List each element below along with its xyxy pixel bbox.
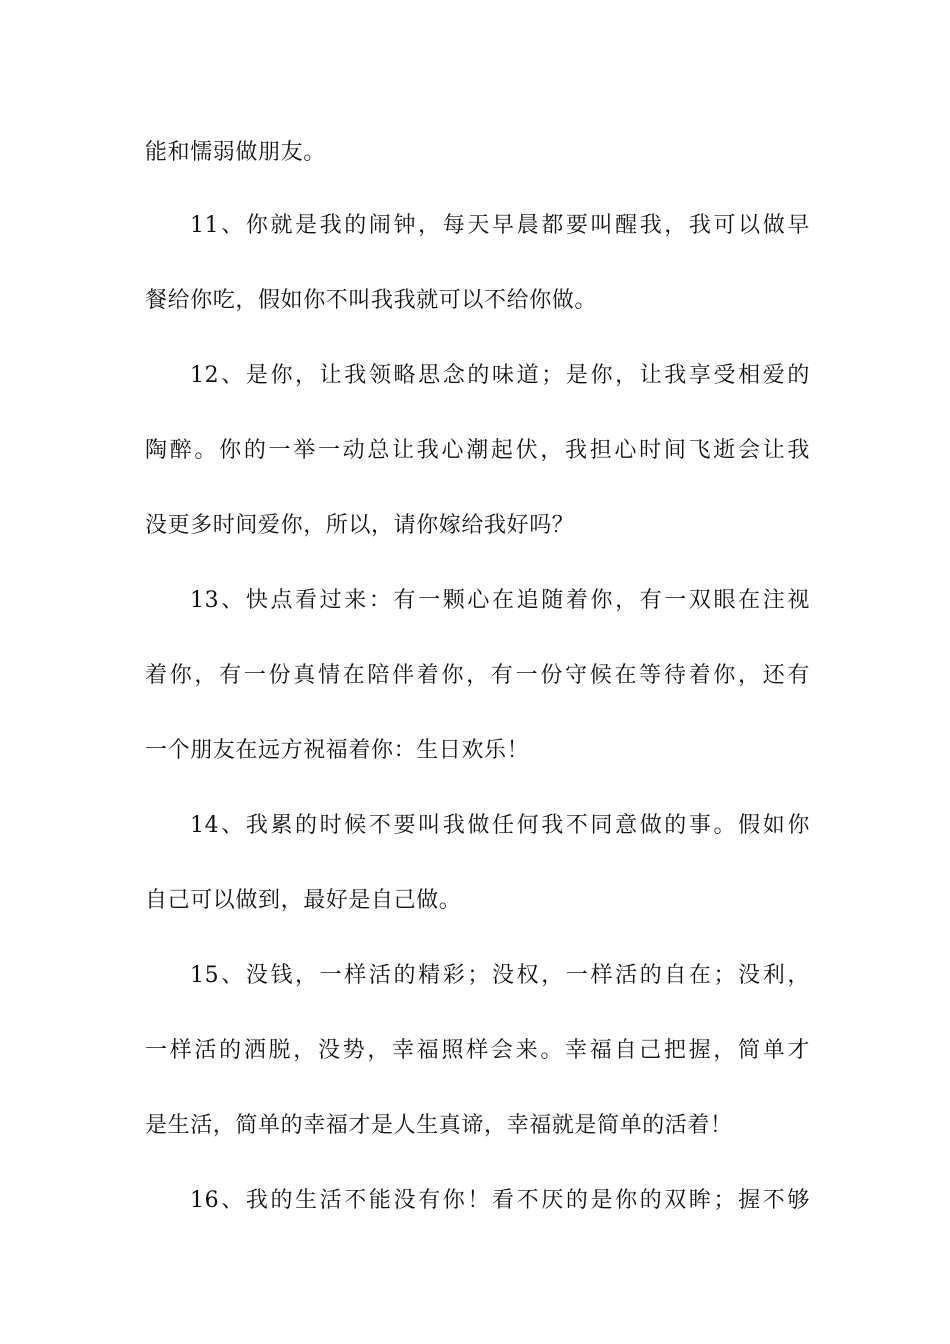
paragraph-line: 12、是你，让我领略思念的味道；是你，让我享受相爱的 bbox=[190, 363, 810, 388]
paragraph-line: 陶醉。你的一举一动总让我心潮起伏，我担心时间飞逝会让我 bbox=[145, 438, 810, 463]
paragraph-line: 着你，有一份真情在陪伴着你，有一份守候在等待着你，还有 bbox=[145, 663, 810, 688]
paragraph-line: 11、你就是我的闹钟，每天早晨都要叫醒我，我可以做早 bbox=[190, 213, 810, 238]
paragraph-line: 是生活，简单的幸福才是人生真谛，幸福就是简单的活着！ bbox=[145, 1113, 733, 1138]
paragraph-line: 没更多时间爱你，所以，请你嫁给我好吗？ bbox=[145, 513, 575, 538]
paragraph-line: 自己可以做到，最好是自己做。 bbox=[145, 888, 462, 913]
paragraph-line: 一个朋友在远方祝福着你：生日欢乐！ bbox=[145, 738, 530, 763]
paragraph-line: 餐给你吃，假如你不叫我我就可以不给你做。 bbox=[145, 288, 598, 313]
paragraph-line: 14、我累的时候不要叫我做任何我不同意做的事。假如你 bbox=[190, 813, 810, 838]
paragraph-line: 13、快点看过来：有一颗心在追随着你，有一双眼在注视 bbox=[190, 588, 810, 613]
paragraph-line: 15、没钱，一样活的精彩；没权，一样活的自在；没利， bbox=[190, 963, 810, 988]
paragraph-line: 16、我的生活不能没有你！看不厌的是你的双眸；握不够 bbox=[190, 1188, 810, 1213]
paragraph-line: 一样活的洒脱，没势，幸福照样会来。幸福自己把握，简单才 bbox=[145, 1038, 810, 1063]
paragraph-line: 能和懦弱做朋友。 bbox=[145, 140, 326, 165]
